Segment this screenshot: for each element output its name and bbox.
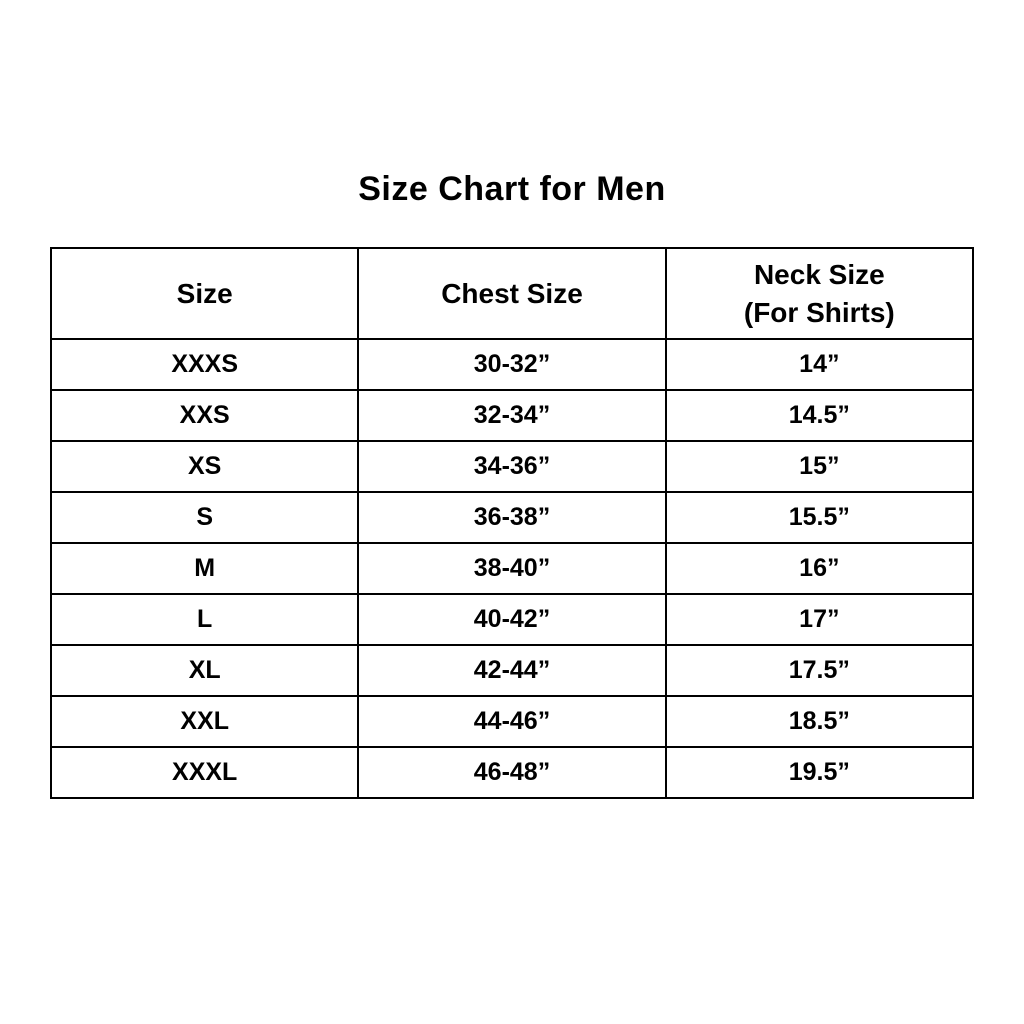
- cell-chest: 40-42”: [358, 594, 665, 645]
- column-header-chest-size: [358, 248, 665, 339]
- cell-neck: 19.5”: [666, 747, 973, 798]
- cell-size: XS: [51, 441, 358, 492]
- cell-neck: 16”: [666, 543, 973, 594]
- column-header-neck-size: [666, 248, 973, 339]
- cell-size: L: [51, 594, 358, 645]
- cell-size: XXXS: [51, 339, 358, 390]
- size-chart-table: [50, 247, 974, 799]
- cell-chest: 38-40”: [358, 543, 665, 594]
- column-header-label: Size: [176, 277, 233, 309]
- cell-chest: 42-44”: [358, 645, 665, 696]
- cell-size: XL: [51, 645, 358, 696]
- cell-chest: 36-38”: [358, 492, 665, 543]
- cell-chest: 32-34”: [358, 390, 665, 441]
- cell-neck: 17.5”: [666, 645, 973, 696]
- cell-neck: 14.5”: [666, 390, 973, 441]
- table-row: [51, 492, 973, 543]
- cell-size: XXXL: [51, 747, 358, 798]
- cell-neck: 14”: [666, 339, 973, 390]
- cell-size: XXL: [51, 696, 358, 747]
- column-header-sublabel: (For Shirts): [743, 296, 895, 328]
- cell-neck: 18.5”: [666, 696, 973, 747]
- table-row: [51, 441, 973, 492]
- cell-chest: 44-46”: [358, 696, 665, 747]
- cell-size: XXS: [51, 390, 358, 441]
- cell-size: M: [51, 543, 358, 594]
- page-title: Size Chart for Men: [358, 170, 666, 208]
- cell-chest: 46-48”: [358, 747, 665, 798]
- cell-neck: 15.5”: [666, 492, 973, 543]
- table-row: [51, 390, 973, 441]
- cell-size: S: [51, 492, 358, 543]
- cell-neck: 15”: [666, 441, 973, 492]
- table-row: [51, 645, 973, 696]
- table-row: [51, 747, 973, 798]
- cell-chest: 34-36”: [358, 441, 665, 492]
- table-row: [51, 594, 973, 645]
- column-header-size: [51, 248, 358, 339]
- table-header-row: [51, 248, 973, 339]
- cell-chest: 30-32”: [358, 339, 665, 390]
- table-row: [51, 339, 973, 390]
- table-row: [51, 696, 973, 747]
- cell-neck: 17”: [666, 594, 973, 645]
- column-header-label: Chest Size: [441, 277, 583, 309]
- column-header-label: Neck Size: [753, 258, 885, 290]
- table-row: [51, 543, 973, 594]
